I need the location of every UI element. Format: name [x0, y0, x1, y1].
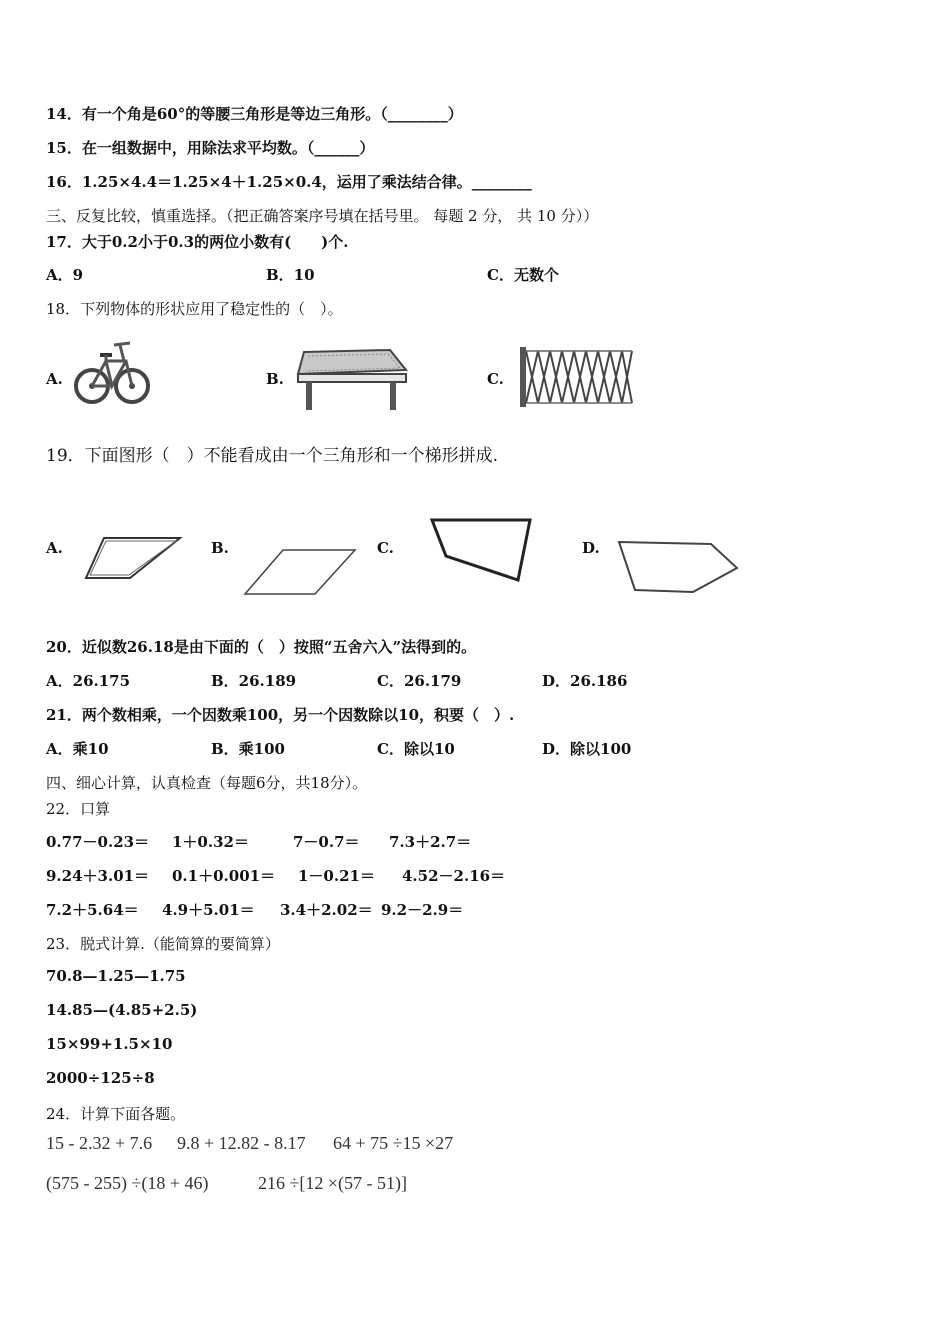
table-icon — [294, 346, 414, 412]
question-20-stem: 20．近似数26.18是由下面的（ ）按照“五舍六入”法得到的。 — [46, 638, 477, 656]
question-22-stem: 22．口算 — [46, 800, 111, 818]
q20-option-b: B．26.189 — [211, 672, 297, 690]
q18-option-c: C. — [487, 370, 504, 388]
question-19-stem: 19．下面图形（ ）不能看成由一个三角形和一个梯形拼成. — [46, 446, 499, 466]
q23-item: 2000÷125÷8 — [46, 1069, 155, 1087]
parallelogram-b — [243, 548, 357, 598]
q22-item: 0.77－0.23＝ — [46, 833, 150, 851]
q20-option-a: A．26.175 — [46, 672, 131, 690]
q22-item: 4.52－2.16＝ — [402, 867, 506, 885]
q20-option-c: C．26.179 — [377, 672, 462, 690]
q23-item: 14.85—(4.85+2.5) — [46, 1001, 198, 1019]
q23-item: 15×99+1.5×10 — [46, 1035, 173, 1053]
q21-option-c: C．除以10 — [377, 740, 455, 758]
quadrilateral-c — [430, 516, 534, 584]
question-23-stem: 23．脱式计算.（能简算的要简算） — [46, 935, 280, 953]
q22-item: 9.24＋3.01＝ — [46, 867, 150, 885]
q17-option-b: B．10 — [266, 266, 315, 284]
q24-expression: 64 + 75 ÷15 ×27 — [333, 1133, 454, 1153]
q19-option-d: D. — [582, 539, 600, 557]
question-18-stem: 18．下列物体的形状应用了稳定性的（ ）。 — [46, 300, 343, 318]
section-4-heading: 四、细心计算，认真检查（每题6分，共18分）。 — [46, 774, 368, 792]
q24-expression: 9.8 + 12.82 - 8.17 — [177, 1133, 306, 1153]
q17-option-c: C．无数个 — [487, 266, 559, 284]
question-16: 16．1.25×4.4＝1.25×4＋1.25×0.4，运用了乘法结合律。________ — [46, 173, 532, 191]
q21-option-b: B．乘100 — [211, 740, 285, 758]
q22-item: 3.4＋2.02＝ — [280, 901, 373, 919]
folding-gate-icon — [518, 345, 636, 411]
q17-option-a: A．9 — [46, 266, 84, 284]
q22-item: 1－0.21＝ — [298, 867, 375, 885]
q22-item: 7.3＋2.7＝ — [389, 833, 472, 851]
pentagon-d — [617, 538, 741, 594]
q22-item: 7－0.7＝ — [293, 833, 360, 851]
bicycle-icon — [74, 333, 150, 409]
parallelogram-a — [84, 536, 182, 582]
q24-expression: 15 - 2.32 + 7.6 — [46, 1133, 153, 1153]
q19-option-a: A. — [46, 539, 63, 557]
q24-expression: 216 ÷[12 ×(57 - 51)] — [258, 1173, 408, 1193]
q23-item: 70.8—1.25—1.75 — [46, 967, 186, 985]
q19-option-b: B. — [211, 539, 229, 557]
question-17-stem: 17．大于0.2小于0.3的两位小数有( )个. — [46, 233, 349, 251]
q21-option-a: A．乘10 — [46, 740, 109, 758]
q21-option-d: D．除以100 — [542, 740, 632, 758]
q20-option-d: D．26.186 — [542, 672, 628, 690]
question-14: 14．有一个角是60°的等腰三角形是等边三角形。（________） — [46, 105, 463, 123]
q24-expression: (575 - 255) ÷(18 + 46) — [46, 1173, 209, 1193]
section-3-heading: 三、反复比较，慎重选择。（把正确答案序号填在括号里。 每题 2 分， 共 10 分）） — [46, 207, 599, 225]
q18-option-a: A. — [46, 370, 63, 388]
q18-option-b: B. — [266, 370, 284, 388]
q22-item: 4.9＋5.01＝ — [162, 901, 255, 919]
question-15: 15．在一组数据中，用除法求平均数。（______） — [46, 139, 375, 157]
q22-item: 1＋0.32＝ — [172, 833, 249, 851]
q22-item: 7.2＋5.64＝ — [46, 901, 139, 919]
q19-option-c: C. — [377, 539, 394, 557]
q22-item: 9.2－2.9＝ — [381, 901, 464, 919]
question-21-stem: 21．两个数相乘，一个因数乘100，另一个因数除以10，积要（ ）. — [46, 706, 515, 724]
question-24-stem: 24．计算下面各题。 — [46, 1105, 186, 1123]
q22-item: 0.1＋0.001＝ — [172, 867, 276, 885]
